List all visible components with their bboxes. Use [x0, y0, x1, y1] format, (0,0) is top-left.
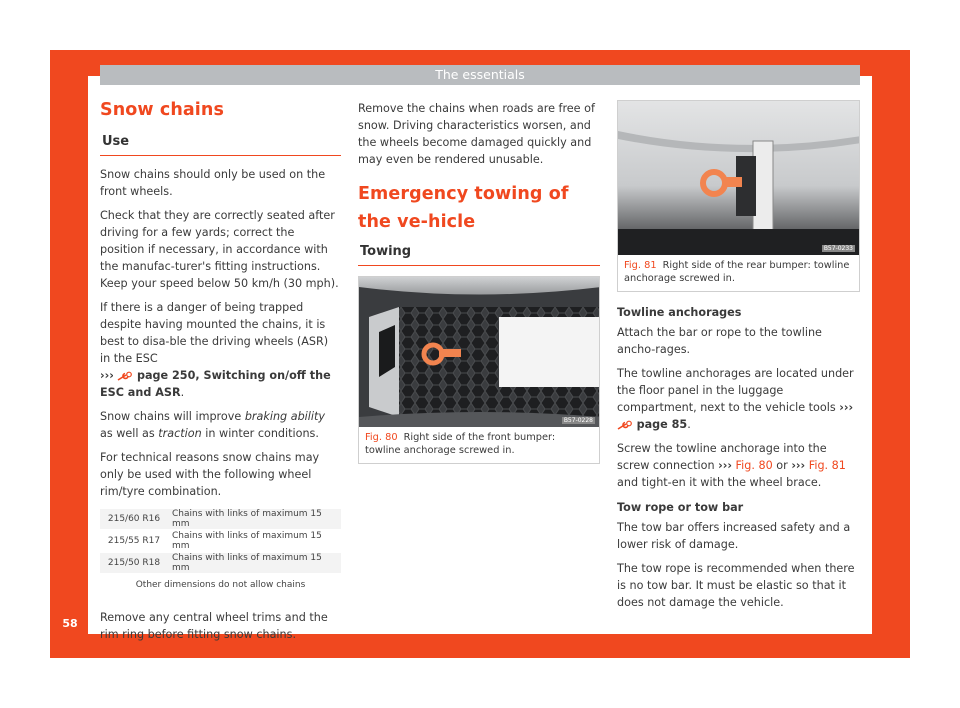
figure-81-photo [618, 101, 859, 255]
paragraph: Snow chains should only be used on the front wheels. [100, 168, 326, 198]
wrench-icon [117, 371, 133, 382]
cross-ref-arrow: ››› [839, 401, 854, 414]
table-row: 215/60 R16 Chains with links of maximum 15 mm [100, 509, 341, 529]
paragraph: For technical reasons snow chains may only be used with the following wheel rim/tyre combination. [100, 451, 320, 498]
cross-ref-link[interactable]: page 85 [636, 418, 688, 431]
paragraph: Screw the towline anchorage into the screw connection ››› Fig. 80 or ››› Fig. 81 and tight-en it with the wheel brace. [617, 442, 846, 489]
wrench-icon [617, 420, 633, 431]
figure-80 [358, 276, 600, 464]
subsection-title-towing: Towing [358, 236, 600, 266]
page-header: The essentials [100, 65, 860, 85]
section-title-emergency-towing: Emergency towing of the ve-hicle [358, 184, 569, 232]
paragraph: Attach the bar or rope to the towline ancho-rages. [617, 326, 822, 356]
table-row: Other dimensions do not allow chains [100, 575, 341, 595]
paragraph: Check that they are correctly seated after driving for a few yards; correct the position if necessary, in accordance with the manufac-turer's fitting instructions. Keep your speed below 50 km/h (30 mph). [100, 209, 339, 290]
front-bumper-illustration [359, 277, 599, 427]
rear-bumper-illustration [618, 101, 859, 255]
column-2 [358, 100, 600, 476]
cross-ref-link[interactable]: page 250, Switching on/off the ESC and ASR [100, 369, 331, 399]
figure-code: B57-0233 [823, 245, 853, 252]
page-number: 58 [62, 617, 78, 630]
table-row: 215/50 R18 Chains with links of maximum 15 mm [100, 553, 341, 573]
figure-81 [617, 100, 860, 292]
paragraph: If there is a danger of being trapped despite having mounted the chains, it is best to disa-ble the driving wheels (ASR) in the ESC ››› page 250, Switching on/off the ESC and ASR. [100, 301, 331, 399]
cross-ref-arrow: ››› [100, 369, 114, 382]
subsection-title-tow-rope: Tow rope or tow bar [617, 501, 744, 514]
figure-80-photo [359, 277, 599, 427]
subsection-title-use: Use [100, 120, 341, 156]
rim-tyre-table [100, 507, 341, 597]
paragraph: The tow bar offers increased safety and a lower risk of damage. [617, 521, 851, 551]
section-title-snow-chains: Snow chains [100, 100, 224, 120]
paragraph: Remove any central wheel trims and the rim ring before fitting snow chains. [100, 611, 328, 641]
table-row: 215/55 R17 Chains with links of maximum 15 mm [100, 531, 341, 551]
figure-link-80[interactable]: Fig. 80 [735, 459, 773, 472]
paragraph: The tow rope is recommended when there is no tow bar. It must be elastic so that it does not damage the vehicle. [617, 562, 855, 609]
cross-ref-arrow: ››› [791, 459, 806, 472]
column-1 [100, 100, 341, 650]
paragraph: Snow chains will improve braking ability as well as traction in winter conditions. [100, 410, 326, 440]
figure-link-81[interactable]: Fig. 81 [808, 459, 846, 472]
subsection-title-towline-anchorages: Towline anchorages [617, 306, 742, 319]
cross-ref-arrow: ››› [718, 459, 732, 472]
column-3 [617, 100, 860, 618]
figure-code: B57-0228 [563, 417, 593, 424]
paragraph: Remove the chains when roads are free of snow. Driving characteristics worsen, and the wheels become damaged quickly and may even be rendered unusable. [358, 102, 595, 166]
paragraph: The towline anchorages are located under the floor panel in the luggage compartment, next to the vehicle tools ››› page 85. [617, 367, 854, 431]
figure-81-caption: Fig. 81 Right side of the rear bumper: towline anchorage screwed in. [624, 260, 850, 284]
figure-80-caption: Fig. 80 Right side of the front bumper: towline anchorage screwed in. [365, 432, 556, 456]
